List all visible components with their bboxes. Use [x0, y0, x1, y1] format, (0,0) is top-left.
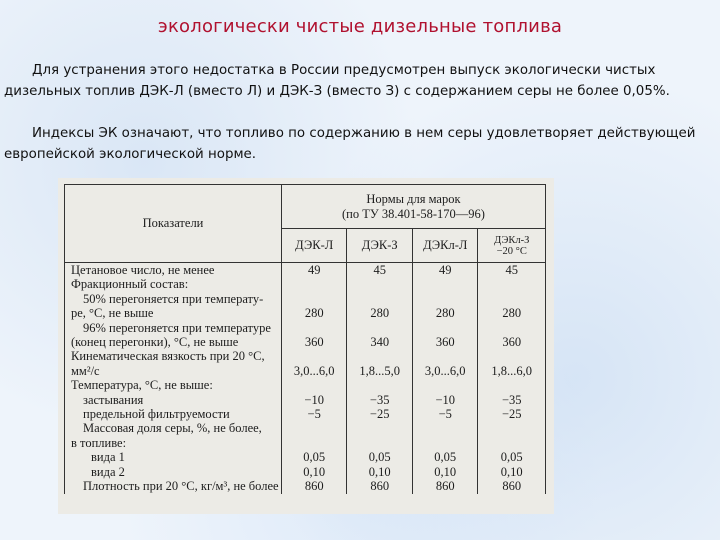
cell: 49	[281, 263, 347, 278]
cell	[412, 378, 478, 392]
cell: 0,05	[281, 450, 347, 464]
cell: 280	[281, 306, 347, 320]
cell: 280	[347, 306, 413, 320]
row-label: Плотность при 20 °С, кг/м³, не более	[65, 479, 282, 493]
brand-header: ДЭКл-Л	[412, 229, 478, 263]
row-label: 50% перегоняется при температу-	[65, 292, 282, 306]
cell: −10	[281, 393, 347, 407]
table-row	[65, 349, 546, 363]
table-row	[65, 263, 546, 278]
header-norms	[281, 185, 545, 229]
cell	[478, 292, 546, 306]
cell	[412, 421, 478, 435]
cell: 0,10	[478, 465, 546, 479]
cell	[281, 292, 347, 306]
row-label: застывания	[65, 393, 282, 407]
cell	[478, 277, 546, 291]
cell	[347, 349, 413, 363]
brand-header-line1: ДЭКл-З	[494, 234, 530, 246]
cell	[412, 436, 478, 450]
cell: 3,0...6,0	[281, 364, 347, 378]
cell: 3,0...6,0	[412, 364, 478, 378]
cell	[478, 378, 546, 392]
row-label: Цетановое число, не менее	[65, 263, 282, 278]
table-row	[65, 277, 546, 291]
row-label: предельной фильтруемости	[65, 407, 282, 421]
table-row	[65, 436, 546, 450]
cell: −5	[281, 407, 347, 421]
cell	[347, 421, 413, 435]
table-body	[65, 263, 546, 494]
table-row	[65, 364, 546, 378]
cell	[478, 421, 546, 435]
cell: 280	[412, 306, 478, 320]
row-label: вида 2	[65, 465, 282, 479]
row-label: ре, °С, не выше	[65, 306, 282, 320]
cell	[347, 436, 413, 450]
cell	[478, 321, 546, 335]
scanned-table-image	[58, 178, 554, 514]
row-label: в топливе:	[65, 436, 282, 450]
row-label: 96% перегоняется при температуре	[65, 321, 282, 335]
cell	[281, 421, 347, 435]
cell: 860	[347, 479, 413, 493]
table-row	[65, 321, 546, 335]
fuel-norms-table	[64, 184, 546, 494]
cell	[412, 349, 478, 363]
cell: 49	[412, 263, 478, 278]
cell: −5	[412, 407, 478, 421]
cell	[281, 436, 347, 450]
cell	[281, 277, 347, 291]
cell: 0,10	[412, 465, 478, 479]
paragraph-1-text: Для устранения этого недостатка в России предусмотрен выпуск экологически чистых дизельных топлив ДЭК-Л (вместо Л) и ДЭК-З (вместо З) с содержанием серы не более 0,05%.	[4, 63, 670, 99]
table-row	[65, 421, 546, 435]
row-label: (конец перегонки), °С, не выше	[65, 335, 282, 349]
paragraph-2-text: Индексы ЭК означают, что топливо по содержанию в нем серы удовлетворяет действующей европейской экологической норме.	[4, 126, 696, 162]
cell: 340	[347, 335, 413, 349]
cell	[478, 349, 546, 363]
cell: 1,8...6,0	[478, 364, 546, 378]
cell: −25	[347, 407, 413, 421]
cell: 0,05	[478, 450, 546, 464]
brand-header-line2: −20 °С	[496, 245, 527, 257]
cell: 860	[412, 479, 478, 493]
cell	[412, 321, 478, 335]
cell: 0,05	[412, 450, 478, 464]
cell: 280	[478, 306, 546, 320]
cell: 360	[478, 335, 546, 349]
brand-header: ДЭК-Л	[281, 229, 347, 263]
table-row	[65, 378, 546, 392]
cell: 860	[478, 479, 546, 493]
cell	[347, 321, 413, 335]
cell: −35	[347, 393, 413, 407]
cell	[281, 349, 347, 363]
cell	[347, 277, 413, 291]
cell: 360	[281, 335, 347, 349]
paragraph-2	[4, 124, 716, 165]
cell: 45	[347, 263, 413, 278]
cell: 45	[478, 263, 546, 278]
cell: 0,05	[347, 450, 413, 464]
cell	[347, 378, 413, 392]
cell: −35	[478, 393, 546, 407]
row-label: мм²/с	[65, 364, 282, 378]
table-row	[65, 465, 546, 479]
header-norms-line1: Нормы для марок	[366, 191, 461, 206]
cell: 1,8...5,0	[347, 364, 413, 378]
row-label: Фракционный состав:	[65, 277, 282, 291]
header-norms-line2: (по ТУ 38.401-58-170—96)	[341, 206, 485, 221]
table-row	[65, 479, 546, 493]
table-row	[65, 393, 546, 407]
cell	[281, 378, 347, 392]
row-label: Массовая доля серы, %, не более,	[65, 421, 282, 435]
table-row	[65, 407, 546, 421]
slide-title: экологически чистые дизельные топлива	[157, 16, 563, 37]
cell: 0,10	[347, 465, 413, 479]
cell: 360	[412, 335, 478, 349]
cell: 860	[281, 479, 347, 493]
brand-header: ДЭК-З	[347, 229, 413, 263]
row-label: Кинематическая вязкость при 20 °С,	[65, 349, 282, 363]
cell	[347, 292, 413, 306]
table-row	[65, 292, 546, 306]
paragraph-1	[4, 61, 716, 102]
table-row	[65, 335, 546, 349]
row-label: вида 1	[65, 450, 282, 464]
cell	[412, 277, 478, 291]
header-indicator: Показатели	[65, 185, 282, 263]
brand-header	[478, 229, 546, 263]
table-row	[65, 306, 546, 320]
cell: 0,10	[281, 465, 347, 479]
cell	[412, 292, 478, 306]
cell: −25	[478, 407, 546, 421]
table-row	[65, 450, 546, 464]
cell: −10	[412, 393, 478, 407]
row-label: Температура, °С, не выше:	[65, 378, 282, 392]
cell	[281, 321, 347, 335]
cell	[478, 436, 546, 450]
